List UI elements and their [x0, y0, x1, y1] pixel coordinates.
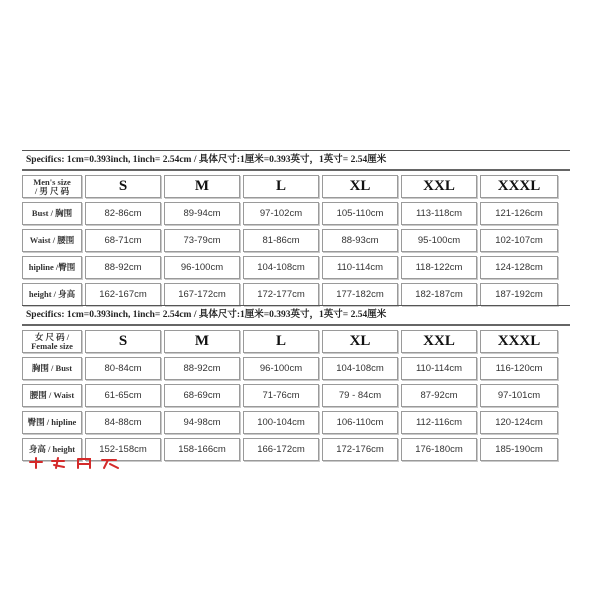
table-cell: 182-187cm [401, 283, 477, 306]
women-size-chart [22, 305, 570, 461]
row-label: 胸围 / Bust [22, 357, 82, 380]
table-cell: 89-94cm [164, 202, 240, 225]
women-header-label: 女 尺 码 / Female size [22, 330, 82, 353]
table-cell: 187-192cm [480, 283, 558, 306]
table-cell: 87-92cm [401, 384, 477, 407]
table-cell: 106-110cm [322, 411, 398, 434]
table-cell: 84-88cm [85, 411, 161, 434]
row-label: Bust / 胸围 [22, 202, 82, 225]
men-spec-line: Specifics: 1cm=0.393inch, 1inch= 2.54cm / 具体尺寸:1厘米=0.393英寸，1英寸= 2.54厘米 [22, 150, 570, 171]
table-cell: 172-177cm [243, 283, 319, 306]
table-cell: 118-122cm [401, 256, 477, 279]
men-header-label: Men's size / 男 尺 码 [22, 175, 82, 198]
table-cell: 105-110cm [322, 202, 398, 225]
table-cell: 88-92cm [85, 256, 161, 279]
table-cell: 68-69cm [164, 384, 240, 407]
table-cell: 71-76cm [243, 384, 319, 407]
table-cell: 162-167cm [85, 283, 161, 306]
table-cell: 68-71cm [85, 229, 161, 252]
table-cell: 80-84cm [85, 357, 161, 380]
table-cell: 177-182cm [322, 283, 398, 306]
table-cell: 94-98cm [164, 411, 240, 434]
women-size-l: L [243, 330, 319, 353]
women-header-row [22, 330, 570, 353]
row-label: Waist / 腰围 [22, 229, 82, 252]
women-size-xxxl: XXXL [480, 330, 558, 353]
table-cell: 152-158cm [85, 438, 161, 461]
table-cell: 112-116cm [401, 411, 477, 434]
men-size-xxxl: XXXL [480, 175, 558, 198]
table-cell: 120-124cm [480, 411, 558, 434]
table-cell: 95-100cm [401, 229, 477, 252]
table-cell: 104-108cm [243, 256, 319, 279]
row-label: height / 身高 [22, 283, 82, 306]
women-size-m: M [164, 330, 240, 353]
women-row-hipline [22, 411, 570, 434]
table-cell: 88-93cm [322, 229, 398, 252]
men-size-l: L [243, 175, 319, 198]
women-size-s: S [85, 330, 161, 353]
men-header-row [22, 175, 570, 198]
table-cell: 102-107cm [480, 229, 558, 252]
men-row-height [22, 283, 570, 306]
women-spec-line: Specifics: 1cm=0.393inch, 1inch= 2.54cm / 具体尺寸:1厘米=0.393英寸，1英寸= 2.54厘米 [22, 305, 570, 326]
table-cell: 97-101cm [480, 384, 558, 407]
men-row-hipline [22, 256, 570, 279]
red-text-fragment [28, 456, 138, 470]
men-size-xl: XL [322, 175, 398, 198]
table-cell: 113-118cm [401, 202, 477, 225]
women-row-waist [22, 384, 570, 407]
men-size-s: S [85, 175, 161, 198]
table-cell: 104-108cm [322, 357, 398, 380]
men-row-waist [22, 229, 570, 252]
table-cell: 81-86cm [243, 229, 319, 252]
table-cell: 61-65cm [85, 384, 161, 407]
table-cell: 172-176cm [322, 438, 398, 461]
table-cell: 96-100cm [243, 357, 319, 380]
table-cell: 158-166cm [164, 438, 240, 461]
table-cell: 82-86cm [85, 202, 161, 225]
women-row-bust [22, 357, 570, 380]
row-label: 臀围 / hipline [22, 411, 82, 434]
table-cell: 166-172cm [243, 438, 319, 461]
table-cell: 97-102cm [243, 202, 319, 225]
table-cell: 185-190cm [480, 438, 558, 461]
men-size-chart [22, 150, 570, 306]
women-size-xxl: XXL [401, 330, 477, 353]
men-row-bust [22, 202, 570, 225]
row-label: hipline /臀围 [22, 256, 82, 279]
table-cell: 110-114cm [401, 357, 477, 380]
table-cell: 110-114cm [322, 256, 398, 279]
table-cell: 96-100cm [164, 256, 240, 279]
table-cell: 167-172cm [164, 283, 240, 306]
men-size-xxl: XXL [401, 175, 477, 198]
table-cell: 88-92cm [164, 357, 240, 380]
row-label: 身高 / height [22, 438, 82, 461]
table-cell: 124-128cm [480, 256, 558, 279]
table-cell: 100-104cm [243, 411, 319, 434]
table-cell: 73-79cm [164, 229, 240, 252]
row-label: 腰围 / Waist [22, 384, 82, 407]
women-size-xl: XL [322, 330, 398, 353]
men-size-m: M [164, 175, 240, 198]
table-cell: 116-120cm [480, 357, 558, 380]
table-cell: 79 - 84cm [322, 384, 398, 407]
table-cell: 121-126cm [480, 202, 558, 225]
table-cell: 176-180cm [401, 438, 477, 461]
